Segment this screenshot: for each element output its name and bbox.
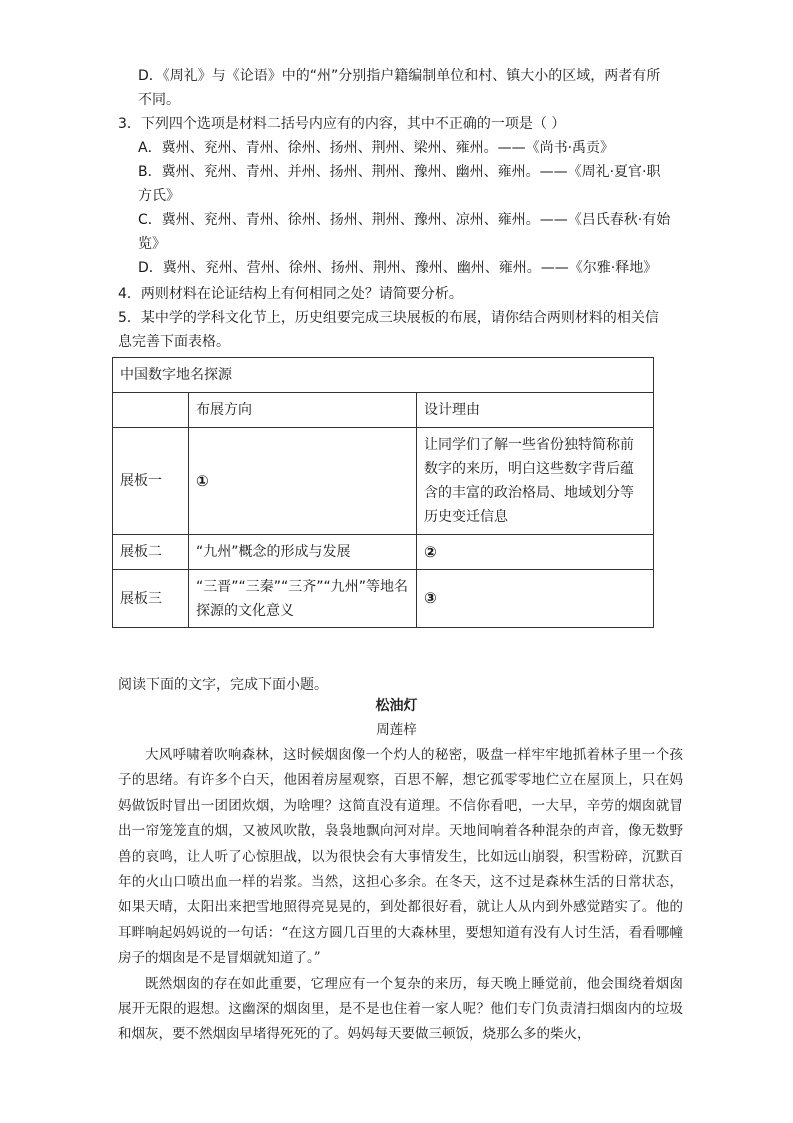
row-label: 展板三 — [113, 570, 189, 628]
q3-option-d: D．冀州、兖州、营州、徐州、扬州、荆州、豫州、幽州、雍州。——《尔雅·释地》 — [138, 260, 658, 276]
q2-option-d-line2: 不同。 — [138, 92, 180, 108]
q3-option-b-line1: B．冀州、兖州、青州、并州、扬州、荆州、豫州、幽州、雍州。——《周礼·夏官·职 — [138, 164, 661, 180]
table-title: 中国数字地名探源 — [113, 358, 654, 393]
q3-option-a: A．冀州、兖州、青州、徐州、扬州、荆州、梁州、雍州。——《尚书·禹贡》 — [138, 140, 615, 156]
story-paragraph-1: 大风呼啸着吹响森林，这时候烟囱像一个灼人的秘密，吸盘一样牢牢地抓着林子里一个孩子的思绪。有许多个白天，他困着房屋观察，百思不解，想它孤零零地伫立在屋顶上，只在妈妈做饭时冒出一团团炊烟，为啥哩？这简直没有道理。不信你看吧，一大早，辛劳的烟囱就冒出一帘笼笼直的烟，又被风吹散，袅袅地飘向河对岸。天地间响着各种混杂的声音，像无数野兽的哀鸣，让人听了心惊胆战，以为很快会有大事情发生，比如远山崩裂，积雪粉碎，沉默百年的火山口喷出血一样的岩浆。当然，这担心多余。在冬天，这不过是森林生活的日常状态，如果天晴，太阳出来把雪地照得亮晃晃的，到处都很好看，就让人从内到外感觉踏实了。他的耳畔响起妈妈说的一句话：“在这方圆几百里的大森林里，要想知道有没有人讨生活，看看哪幢房子的烟囱是不是冒烟就知道了。” — [118, 747, 683, 967]
row-reason — [417, 570, 654, 628]
row-direction — [189, 570, 417, 628]
row-reason — [417, 535, 654, 570]
story-title: 松油灯 — [375, 698, 418, 714]
table-header-row — [113, 393, 654, 428]
exhibition-table — [112, 357, 654, 628]
row-direction: “九州”概念的形成与发展 — [189, 535, 417, 570]
reason-line: 让同学们了解一些省份独特简称前 — [424, 437, 634, 453]
blank-marker-2: ② — [424, 542, 437, 561]
row-reason — [417, 428, 654, 535]
table-header-empty — [113, 393, 189, 428]
q5-stem-line2: 息完善下面表格。 — [118, 334, 230, 350]
row-label: 展板二 — [113, 535, 189, 570]
row-direction — [189, 428, 417, 535]
story-author: 周莲梓 — [376, 722, 417, 738]
q3-option-b-line2: 方氏》 — [138, 188, 180, 204]
table-title-row — [113, 358, 654, 393]
row-label: 展板一 — [113, 428, 189, 535]
blank-marker-3: ③ — [424, 589, 437, 607]
q3-option-c-line1: C．冀州、兖州、青州、徐州、扬州、荆州、豫州、凉州、雍州。——《吕氏春秋·有始 — [138, 212, 671, 228]
reason-line: 数字的来历，明白这些数字背后蕴 — [424, 461, 634, 477]
q2-option-d-line1: D．《周礼》与《论语》中的“州”分别指户籍编制单位和村、镇大小的区域，两者有所 — [138, 68, 661, 84]
direction-line: 探源的文化意义 — [196, 602, 294, 619]
table-row — [113, 428, 654, 535]
table-row — [113, 570, 654, 628]
q4-stem: 4．两则材料在论证结构上有何相同之处？请简要分析。 — [118, 286, 463, 302]
direction-line: “三晋”“三秦”“三齐”“九州”等地名 — [196, 578, 409, 595]
reading-instruction: 阅读下面的文字，完成下面小题。 — [118, 677, 328, 693]
table-header-direction: 布展方向 — [189, 393, 417, 428]
q3-stem: 3．下列四个选项是材料二括号内应有的内容，其中不正确的一项是（ ） — [118, 116, 566, 132]
q3-option-c-line2: 览》 — [138, 236, 166, 252]
reason-line: 含的丰富的政治格局、地域划分等 — [424, 485, 634, 501]
table-header-reason: 设计理由 — [417, 393, 654, 428]
reason-line: 历史变迁信息 — [424, 509, 508, 525]
table-row — [113, 535, 654, 570]
blank-marker-1: ① — [196, 471, 209, 490]
q5-stem-line1: 5．某中学的学科文化节上，历史组要完成三块展板的布展，请你结合两则材料的相关信 — [118, 310, 659, 326]
story-paragraph-2: 既然烟囱的存在如此重要，它理应有一个复杂的来历，每天晚上睡觉前，他会围绕着烟囱展开无限的遐想。这幽深的烟囱里，是不是也住着一家人呢？他们专门负责清扫烟囱内的垃圾和烟灰，要不然烟囱早堵得死死的了。妈妈每天要做三顿饭，烧那么多的柴火， — [118, 975, 683, 1043]
story-body — [118, 743, 683, 1048]
